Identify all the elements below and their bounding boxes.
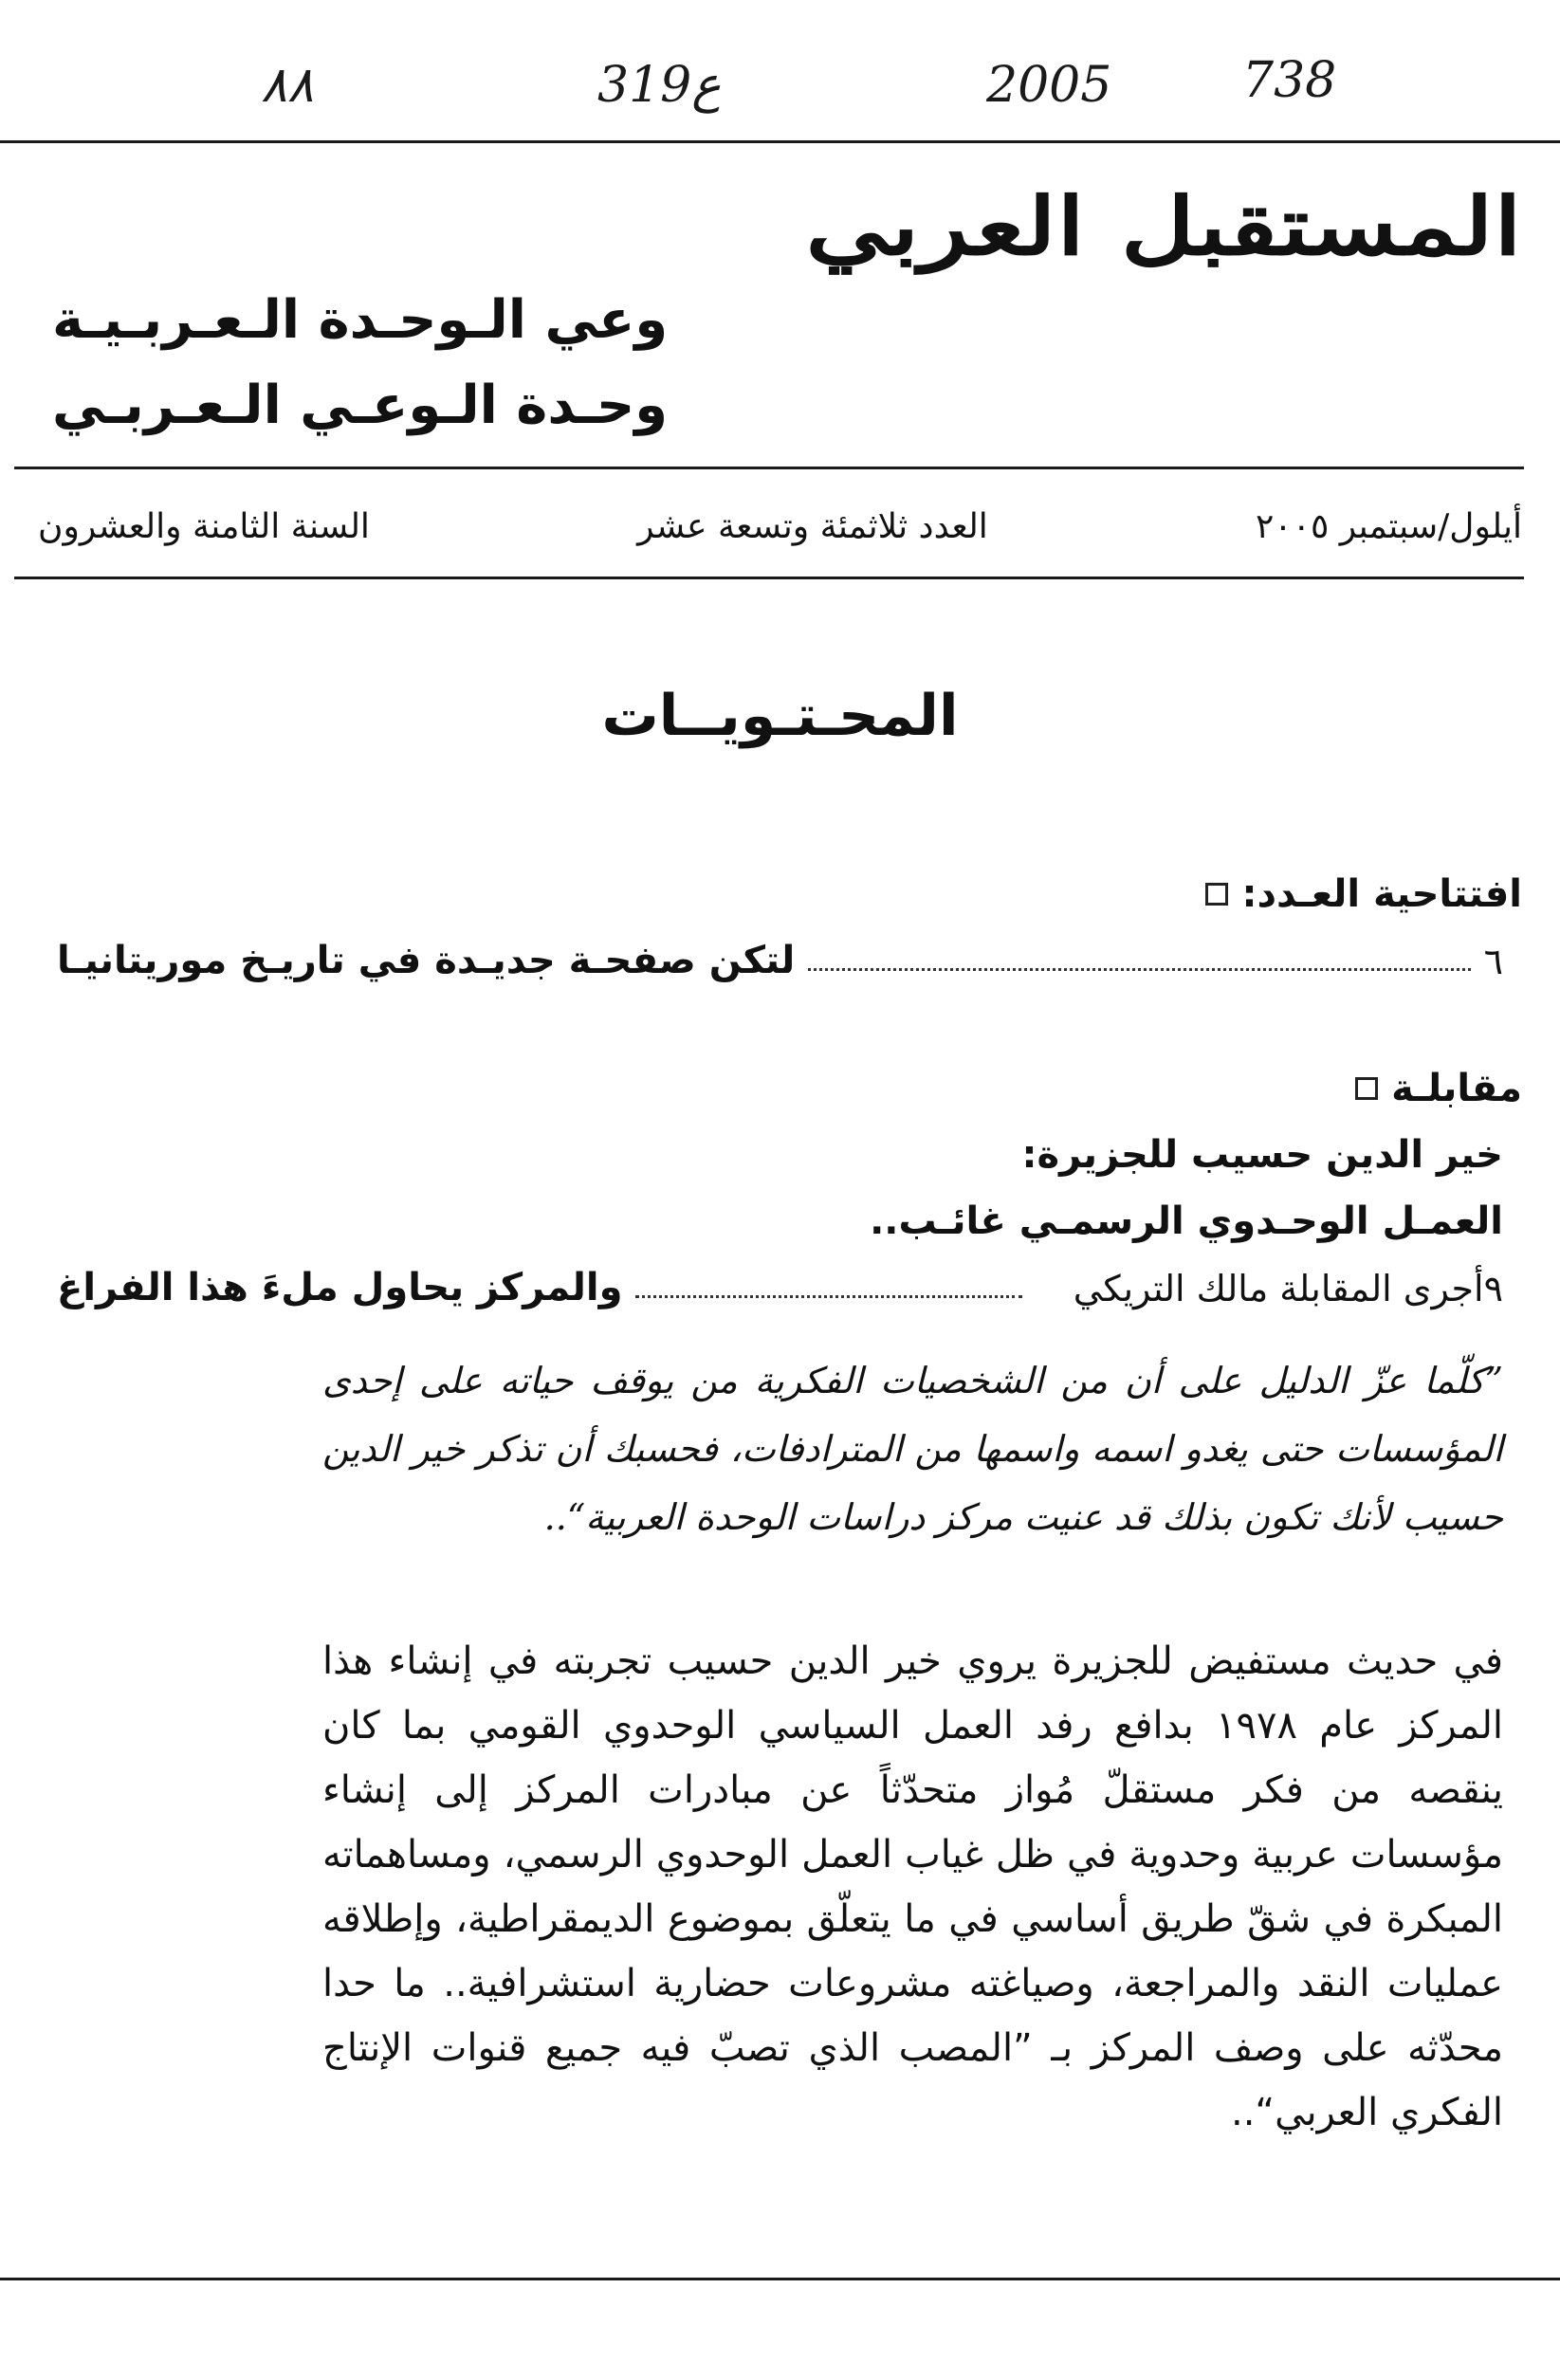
handwritten-note: 2005 <box>986 57 1112 114</box>
slogan-line: وعي الـوحـدة الـعـربـيـة <box>52 289 669 351</box>
section-heading-label: مقابلـة <box>1391 1067 1522 1110</box>
interview-title-line: خير الدين حسيب للجزيرة: <box>1021 1133 1503 1177</box>
dot-leader <box>635 1295 1021 1298</box>
toc-entry-title: لتكن صفحـة جديـدة في تاريـخ موريتانيـا <box>57 939 796 982</box>
masthead-logo: المستقبل العربي <box>805 180 1522 274</box>
issue-rule-top <box>14 467 1524 469</box>
footer-rule <box>0 2278 1560 2280</box>
section-heading-interview <box>1355 1067 1522 1110</box>
header-rule <box>0 140 1560 143</box>
dot-leader <box>808 968 1470 971</box>
toc-entry-interview[interactable] <box>57 1266 1503 1309</box>
toc-entry-editorial[interactable] <box>57 939 1503 982</box>
page-number: ٩ <box>1483 1268 1503 1309</box>
toc-entry-title: والمركز يحاول ملءَ هذا الفراغ <box>57 1266 623 1309</box>
slogan-line: وحـدة الـوعـي الـعـربـي <box>52 375 669 436</box>
page-title: المحـتـويــات <box>601 683 959 749</box>
interview-quote: ”كلّما عزّ الدليل على أن من الشخصيات الفكرية من يوقف حياته على إحدى المؤسسات حتى يغدو اسمه واسمها من المترادفات، فحسبك أن تذكر خير الدين حسيب لأنك تكون بذلك قد عنيت مركز دراسات الوحدة العربية“.. <box>322 1360 1503 1538</box>
section-heading-editorial <box>1205 872 1522 916</box>
issue-year: السنة الثامنة والعشرون <box>38 506 370 546</box>
issue-info-bar <box>38 498 1522 555</box>
handwritten-note: ۸۸ <box>261 57 314 114</box>
issue-rule-bottom <box>14 577 1524 579</box>
checkbox-square-icon <box>1205 883 1228 906</box>
issue-number: العدد ثلاثمئة وتسعة عشر <box>637 506 988 546</box>
interview-credit: أجرى المقابلة مالك التريكي <box>1073 1268 1484 1309</box>
checkbox-square-icon <box>1355 1077 1378 1100</box>
page-number: ٦ <box>1483 941 1503 982</box>
handwritten-note: 738 <box>1242 52 1337 109</box>
interview-summary: في حديث مستفيض للجزيرة يروي خير الدين حسيب تجربته في إنشاء هذا المركز عام ١٩٧٨ بدافع رفد العمل السياسي الوحدوي القومي بما كان ينقصه من فكر مستقلّ مُواز متحدّثاً عن مبادرات المركز إلى إنشاء مؤسسات عربية وحدوية في ظل غياب العمل الوحدوي الرسمي، ومساهماته المبكرة في شقّ طريق أساسي في ما يتعلّق بموضوع الديمقراطية، وإطلاقه عمليات النقد والمراجعة، وصياغته مشروعات حضارية استشرافية.. ما حدا محدّثه على وصف المركز بـ ”المصب الذي تصبّ فيه جميع قنوات الإنتاج الفكري العربي“.. <box>322 1639 1504 2134</box>
handwritten-note: 319ع <box>597 57 722 114</box>
interview-title-line: العمـل الوحـدوي الرسمـي غائـب.. <box>870 1199 1503 1243</box>
issue-date: أيلول/سبتمبر ٢٠٠٥ <box>1255 506 1522 546</box>
section-heading-label: افتتاحية العـدد: <box>1241 872 1522 916</box>
